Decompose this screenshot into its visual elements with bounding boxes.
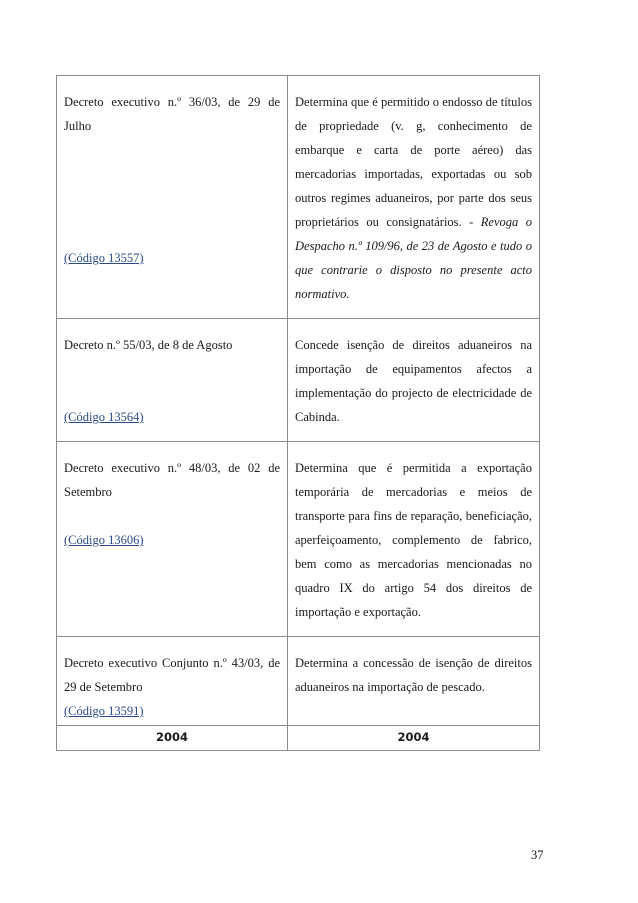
decree-title: Decreto executivo Conjunto n.º 43/03, de 29 de Setembro [64, 656, 280, 694]
description-text: Concede isenção de direitos aduaneiros na importação de equipamentos afectos a implementação do projecto de electricidade de Cabinda. [295, 338, 532, 424]
table-row [57, 76, 540, 319]
description-cell [288, 637, 540, 726]
code-link[interactable]: (Código 13557) [64, 251, 144, 265]
description-italic-text: Revoga o Despacho n.º 109/96, de 23 de Agosto e tudo o que contrarie o disposto no presente acto normativo. [295, 215, 533, 301]
description-cell [288, 76, 540, 319]
table-row [57, 442, 540, 637]
decree-cell [57, 442, 288, 637]
decree-cell [57, 637, 288, 726]
year-row [57, 726, 540, 751]
page-number: 37 [531, 848, 544, 862]
table-row [57, 319, 540, 442]
description-text: Determina que é permitido o endosso de títulos de propriedade (v. g, conhecimento de embarque e carta de porte aéreo) das mercadorias importadas, exportadas ou sob outros regimes aduaneiros, por parte dos seus proprietários ou consignatários. - [295, 95, 532, 229]
year-cell-left: 2004 [57, 726, 288, 751]
decree-title: Decreto n.º 55/03, de 8 de Agosto [64, 338, 233, 352]
description-cell [288, 442, 540, 637]
decree-cell [57, 319, 288, 442]
code-link[interactable]: (Código 13606) [64, 533, 144, 547]
table-row [57, 637, 540, 726]
description-text: Determina a concessão de isenção de direitos aduaneiros na importação de pescado. [295, 656, 532, 694]
decree-title: Decreto executivo n.º 36/03, de 29 de Julho [64, 95, 280, 133]
code-link[interactable]: (Código 13564) [64, 410, 144, 424]
year-cell-right: 2004 [288, 726, 540, 751]
description-text: Determina que é permitida a exportação temporária de mercadorias e meios de transporte para fins de reparação, beneficiação, aperfeiçoamento, complemento de fabrico, bem como as mercadorias mencionadas no quadro IX do artigo 54 dos direitos de importação e exportação. [295, 461, 532, 619]
code-link[interactable]: (Código 13591) [64, 704, 144, 718]
description-cell [288, 319, 540, 442]
decree-cell [57, 76, 288, 319]
legislation-table [56, 75, 540, 751]
decree-title: Decreto executivo n.º 48/03, de 02 de Setembro [64, 461, 280, 499]
